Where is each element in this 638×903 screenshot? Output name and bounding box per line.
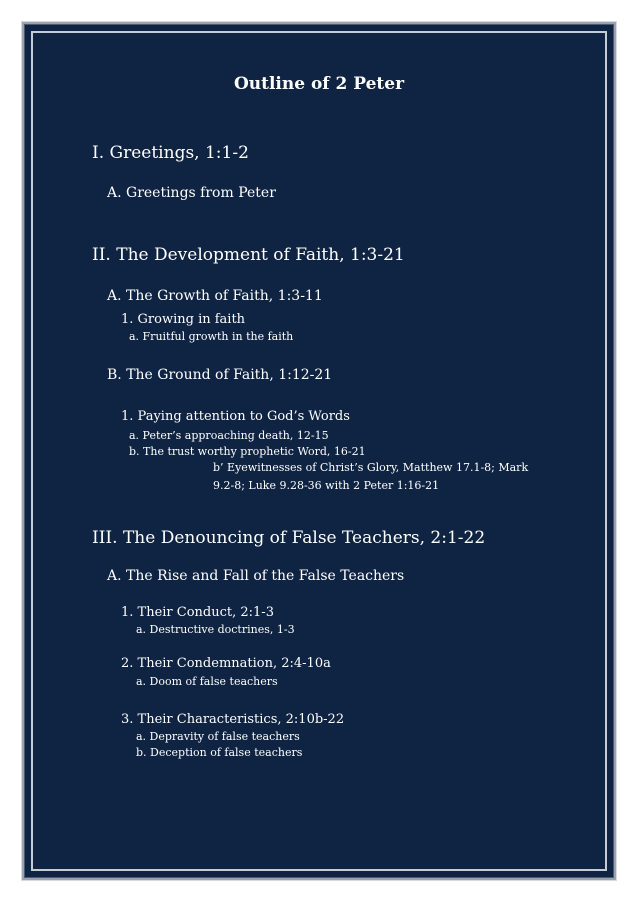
section-heading: III. The Denouncing of False Teachers, 2:1-22 (92, 528, 486, 548)
note-line: b’ Eyewitnesses of Christ’s Glory, Matthew 17.1-8; Mark (213, 461, 529, 474)
note-line: 9.2-8; Luke 9.28-36 with 2 Peter 1:16-21 (213, 479, 440, 492)
section-heading: II. The Development of Faith, 1:3-21 (92, 245, 405, 265)
page-title: Outline of 2 Peter (233, 74, 405, 94)
sub-point: a. Peter’s approaching death, 12-15 (129, 429, 329, 442)
point-heading: 3. Their Characteristics, 2:10b-22 (121, 712, 345, 727)
sub-point: a. Doom of false teachers (136, 675, 278, 688)
point-heading: 1. Growing in faith (121, 312, 246, 327)
section-heading: I. Greetings, 1:1-2 (92, 143, 249, 163)
sub-point: a. Destructive doctrines, 1-3 (136, 623, 295, 636)
subsection-heading: A. Greetings from Peter (107, 185, 276, 201)
subsection-heading: A. The Growth of Faith, 1:3-11 (107, 288, 323, 304)
sub-point: a. Depravity of false teachers (136, 730, 300, 743)
sub-point: a. Fruitful growth in the faith (129, 330, 294, 343)
sub-point: b. The trust worthy prophetic Word, 16-21 (129, 445, 366, 458)
subsection-heading: B. The Ground of Faith, 1:12-21 (107, 367, 333, 383)
subsection-heading: A. The Rise and Fall of the False Teachers (107, 568, 405, 584)
sub-point: b. Deception of false teachers (136, 746, 303, 759)
point-heading: 1. Their Conduct, 2:1-3 (121, 605, 274, 620)
point-heading: 1. Paying attention to God’s Words (121, 409, 350, 424)
point-heading: 2. Their Condemnation, 2:4-10a (121, 656, 331, 671)
